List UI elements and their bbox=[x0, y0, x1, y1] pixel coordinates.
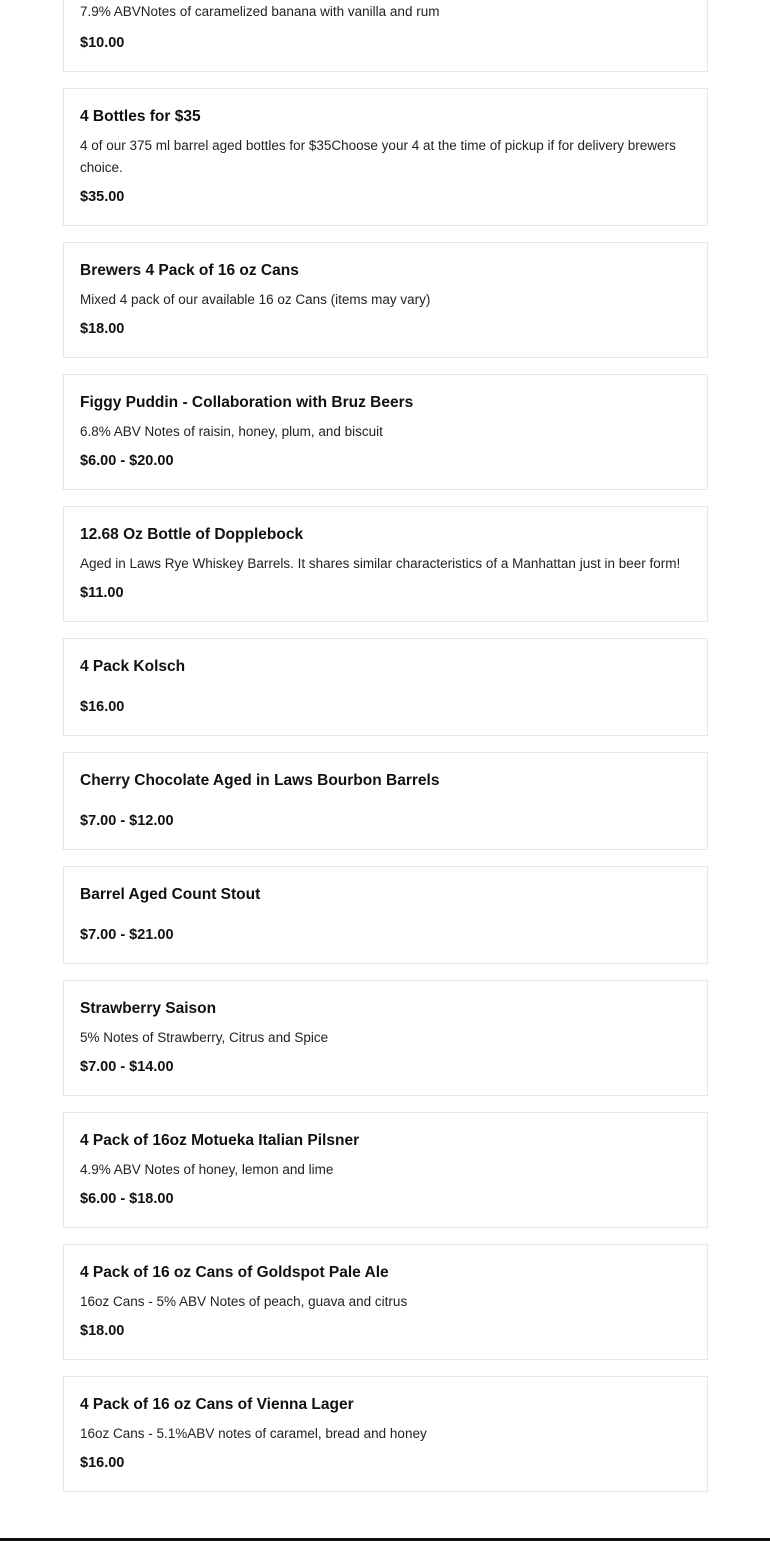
menu-item-price: $7.00 - $12.00 bbox=[80, 813, 174, 829]
menu-item-description: 4 of our 375 ml barrel aged bottles for $35Choose your 4 at the time of pickup if for delivery brewers choice. bbox=[80, 138, 676, 175]
menu-item-price: $6.00 - $20.00 bbox=[80, 453, 174, 469]
menu-item-description: Mixed 4 pack of our available 16 oz Cans (items may vary) bbox=[80, 292, 431, 307]
menu-item-price: $11.00 bbox=[80, 585, 124, 601]
menu-item-price: $16.00 bbox=[80, 1455, 125, 1471]
menu-item-card[interactable] bbox=[63, 866, 708, 964]
menu-item-card[interactable] bbox=[63, 1244, 708, 1360]
menu-item-card[interactable] bbox=[63, 638, 708, 736]
menu-item-card[interactable] bbox=[63, 242, 708, 358]
menu-item-description: 5% Notes of Strawberry, Citrus and Spice bbox=[80, 1030, 329, 1045]
menu-item-card[interactable] bbox=[63, 0, 708, 72]
menu-item-description: 16oz Cans - 5.1%ABV notes of caramel, bread and honey bbox=[80, 1426, 427, 1441]
menu-item-description: 6.8% ABV Notes of raisin, honey, plum, and biscuit bbox=[80, 424, 383, 439]
menu-item-price: $10.00 bbox=[80, 35, 125, 51]
menu-item-description: Aged in Laws Rye Whiskey Barrels. It shares similar characteristics of a Manhattan just in beer form! bbox=[80, 556, 681, 571]
menu-item-price: $7.00 - $14.00 bbox=[80, 1059, 174, 1075]
menu-item-price: $18.00 bbox=[80, 1323, 125, 1339]
menu-item-price: $35.00 bbox=[80, 189, 125, 205]
menu-item-card[interactable] bbox=[63, 88, 708, 226]
menu-item-name: 4 Pack of 16 oz Cans of Vienna Lager bbox=[80, 1396, 354, 1413]
menu-item-name: Cherry Chocolate Aged in Laws Bourbon Barrels bbox=[80, 772, 440, 789]
menu-item-name: 4 Pack of 16oz Motueka Italian Pilsner bbox=[80, 1132, 360, 1149]
menu-item-name: Figgy Puddin - Collaboration with Bruz Beers bbox=[80, 394, 414, 411]
menu-item-card[interactable] bbox=[63, 980, 708, 1096]
menu-item-card[interactable] bbox=[63, 1376, 708, 1492]
menu-item-name: Brewers 4 Pack of 16 oz Cans bbox=[80, 262, 299, 279]
menu-item-list bbox=[63, 0, 708, 1508]
menu-item-card[interactable] bbox=[63, 1112, 708, 1228]
menu-item-price: $16.00 bbox=[80, 699, 125, 715]
menu-item-description: 4.9% ABV Notes of honey, lemon and lime bbox=[80, 1162, 334, 1177]
menu-item-card[interactable] bbox=[63, 374, 708, 490]
menu-item-name: Strawberry Saison bbox=[80, 1000, 217, 1017]
menu-item-price: $7.00 - $21.00 bbox=[80, 927, 174, 943]
menu-item-name: 12.68 Oz Bottle of Dopplebock bbox=[80, 526, 304, 543]
menu-item-card[interactable] bbox=[63, 506, 708, 622]
menu-item-description: 16oz Cans - 5% ABV Notes of peach, guava and citrus bbox=[80, 1294, 408, 1309]
menu-item-name: 4 Bottles for $35 bbox=[80, 108, 201, 125]
menu-item-price: $6.00 - $18.00 bbox=[80, 1191, 174, 1207]
menu-item-name: 4 Pack of 16 oz Cans of Goldspot Pale Ale bbox=[80, 1264, 389, 1281]
menu-item-price: $18.00 bbox=[80, 321, 125, 337]
menu-item-name: Barrel Aged Count Stout bbox=[80, 886, 261, 903]
menu-item-description: 7.9% ABVNotes of caramelized banana with vanilla and rum bbox=[80, 4, 440, 19]
menu-item-name: 4 Pack Kolsch bbox=[80, 658, 186, 675]
menu-item-card[interactable] bbox=[63, 752, 708, 850]
